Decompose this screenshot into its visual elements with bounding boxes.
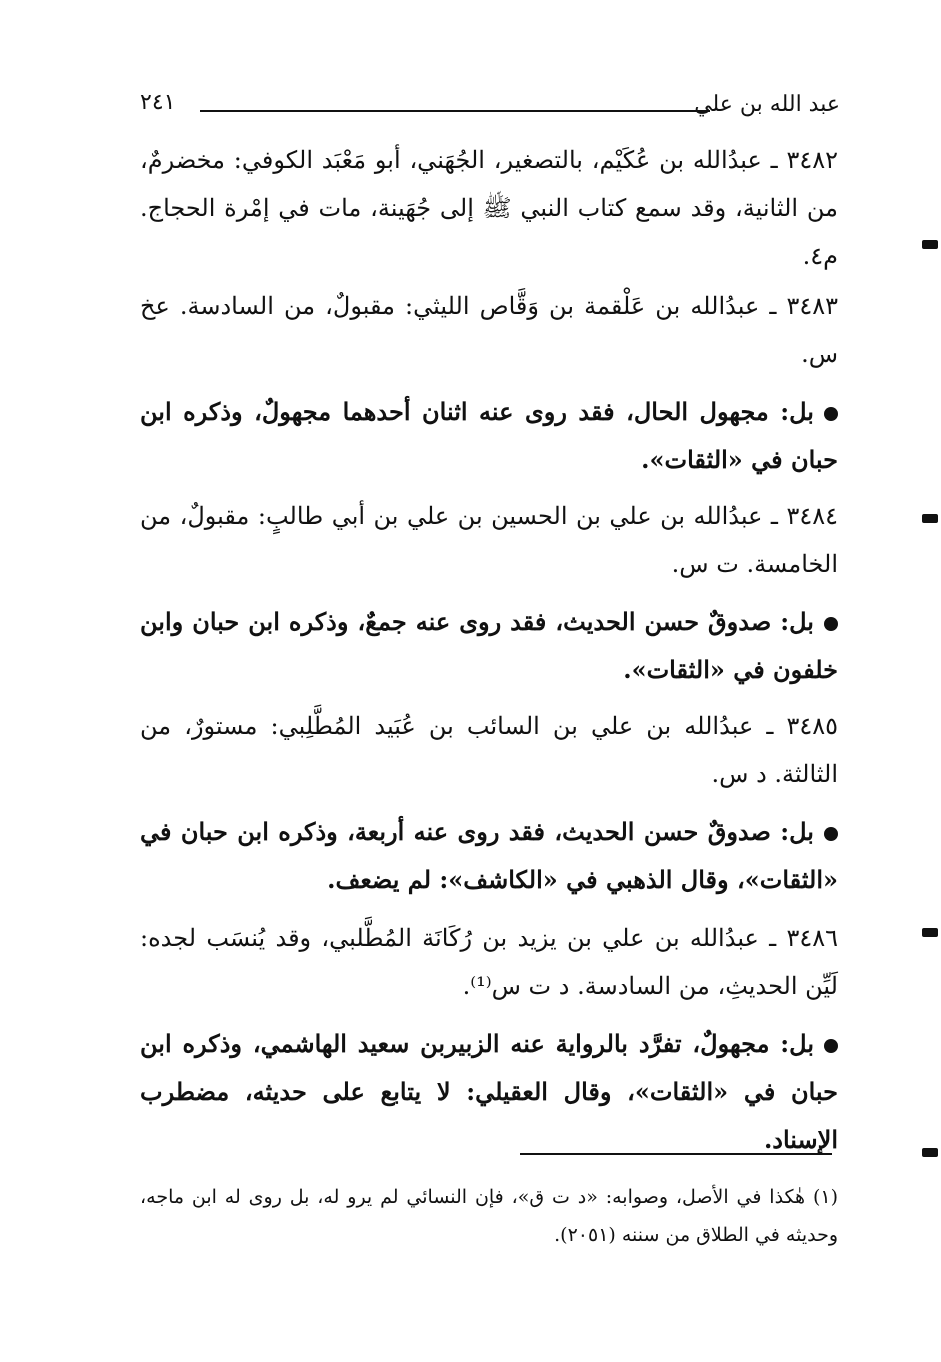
footnote-rule — [520, 1153, 832, 1155]
footnote: (١) هٰكذا في الأصل، وصوابه: «د ت ق»، فإن النسائي لم يرو له، بل روى له ابن ماجه، وحديثه في الطلاق من سننه (٢٠٥١). — [140, 1186, 838, 1246]
note-3485 — [140, 808, 838, 904]
entry-3484: ٣٤٨٤ ـ عبدُالله بن علي بن الحسين بن علي بن أبي طالبٍ: مقبولٌ، من الخامسة. ت س. — [140, 502, 838, 578]
entry-3482: ٣٤٨٢ ـ عبدُالله بن عُكَيْم، بالتصغير، الجُهَني، أبو مَعْبَد الكوفي: مخضرمٌ، من الثانية، وقد سمع كتاب النبي ﷺ إلى جُهَينة، مات في إمْرة الحجاج. م٤. — [140, 146, 838, 270]
margin-mark — [922, 514, 938, 523]
note-3483 — [140, 388, 838, 484]
note-3486 — [140, 1020, 838, 1164]
margin-mark — [922, 928, 938, 937]
entry-3486: ٣٤٨٦ ـ عبدُالله بن علي بن يزيد بن رُكَانَة المُطَّلبي، وقد يُنسَب لجده: لَيِّن الحديثِ، من السادسة. د ت س⁽¹⁾. — [140, 924, 838, 1000]
entry-3485: ٣٤٨٥ ـ عبدُالله بن علي بن السائب بن عُبَيد المُطَّلِبي: مستورٌ، من الثالثة. د س. — [140, 712, 838, 788]
margin-mark — [922, 240, 938, 249]
margin-mark — [922, 1148, 938, 1157]
note-text: بل: مجهولٌ، تفرَّد بالرواية عنه الزبيربن سعيد الهاشمي، وذكره ابن حبان في «الثقات»، وقال العقيلي: لا يتابع على حديثه، مضطرب الإسناد. — [140, 1029, 838, 1154]
bullet-icon — [824, 827, 838, 841]
bullet-icon — [824, 1039, 838, 1053]
note-text: بل: صدوقٌ حسن الحديث، فقد روى عنه جمعٌ، وذكره ابن حبان وابن خلفون في «الثقات». — [140, 607, 838, 684]
bullet-icon — [824, 407, 838, 421]
note-3484 — [140, 598, 838, 694]
header-rule — [200, 110, 710, 112]
page-number: ٢٤١ — [140, 90, 176, 115]
running-title: عبد الله بن علي — [694, 92, 840, 117]
bullet-icon — [824, 617, 838, 631]
note-text: بل: مجهول الحال، فقد روى عنه اثنان أحدهما مجهولٌ، وذكره ابن حبان في «الثقات». — [140, 397, 838, 474]
entry-3483: ٣٤٨٣ ـ عبدُالله بن عَلْقمة بن وَقَّاص الليثي: مقبولٌ، من السادسة. عخ س. — [140, 292, 838, 368]
running-header — [140, 92, 840, 126]
note-text: بل: صدوقٌ حسن الحديث، فقد روى عنه أربعة، وذكره ابن حبان في «الثقات»، وقال الذهبي في «الكاشف»: لم يضعف. — [140, 817, 838, 894]
